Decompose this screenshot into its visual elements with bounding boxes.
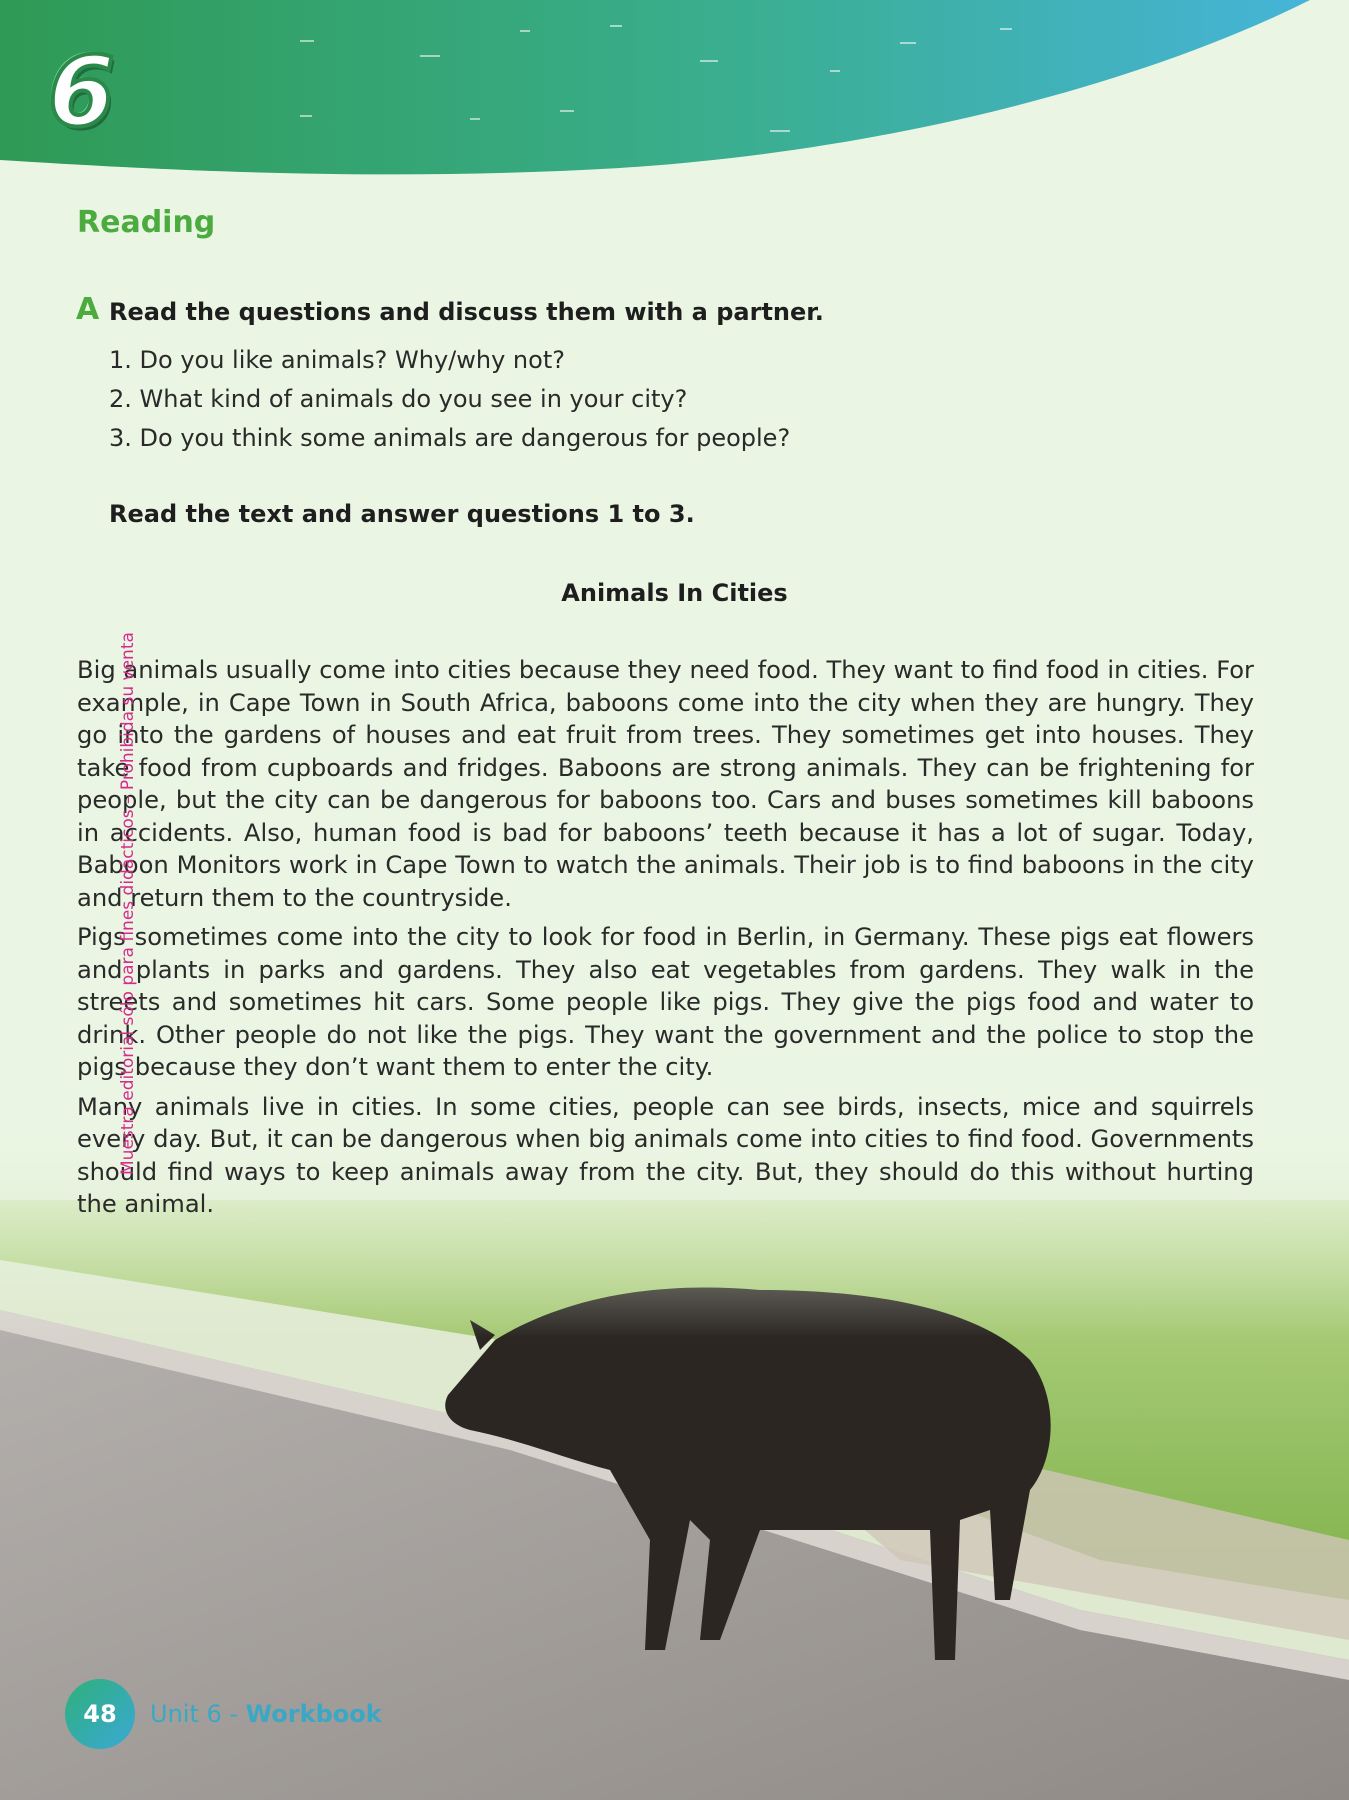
book-label: Workbook <box>245 1700 382 1728</box>
task-letter: A <box>76 292 100 327</box>
question-item: 1. Do you like animals? Why/why not? <box>109 346 565 374</box>
unit-label: Unit 6 - <box>150 1700 246 1728</box>
page-number-badge <box>65 1679 135 1749</box>
article-body <box>77 654 1254 1228</box>
article-paragraph: Pigs sometimes come into the city to look for food in Berlin, in Germany. These pigs eat flowers and plants in parks and gardens. They also eat vegetables from gardens. They walk in the streets and sometimes hit cars. Some people like pigs. They give the pigs food and water to drink. Other people do not like the pigs. They want the government and the police to stop the pigs because they don’t want them to enter the city. <box>77 923 1254 1081</box>
page-number: 48 <box>83 1700 117 1728</box>
article-paragraph: Many animals live in cities. In some cities, people can see birds, insects, mice and squirrels every day. But, it can be dangerous when big animals come into cities to find food. Governments should find ways to keep animals away from the city. But, they should do this without hurting the animal. <box>77 1092 1254 1218</box>
article-title: Animals In Cities <box>561 579 788 607</box>
vertical-watermark: Muestra editorial sólo para fines didácticos – Prohibida su venta <box>118 632 138 1175</box>
section-title: Reading <box>77 205 216 240</box>
task-instruction: Read the questions and discuss them with a partner. <box>109 298 824 326</box>
question-item: 3. Do you think some animals are dangerous for people? <box>109 424 791 452</box>
question-item: 2. What kind of animals do you see in your city? <box>109 385 688 413</box>
read-instruction: Read the text and answer questions 1 to 3. <box>109 500 695 528</box>
footer-label <box>150 1700 382 1728</box>
article-paragraph: Big animals usually come into cities because they need food. They want to find food in cities. For example, in Cape Town in South Africa, baboons come into the city when they are hungry. They go into the gardens of houses and eat fruit from trees. They sometimes get into houses. They take food from cupboards and fridges. Baboons are strong animals. They can be frightening for people, but the city can be dangerous for baboons too. Cars and buses sometimes kill baboons in accidents. Also, human food is bad for baboons’ teeth because it has a lot of sugar. Today, Baboon Monitors work in Cape Town to watch the animals. Their job is to find baboons in the city and return them to the countryside. <box>77 656 1254 912</box>
unit-number-badge: 6 <box>48 36 115 148</box>
header-banner <box>0 0 1349 190</box>
